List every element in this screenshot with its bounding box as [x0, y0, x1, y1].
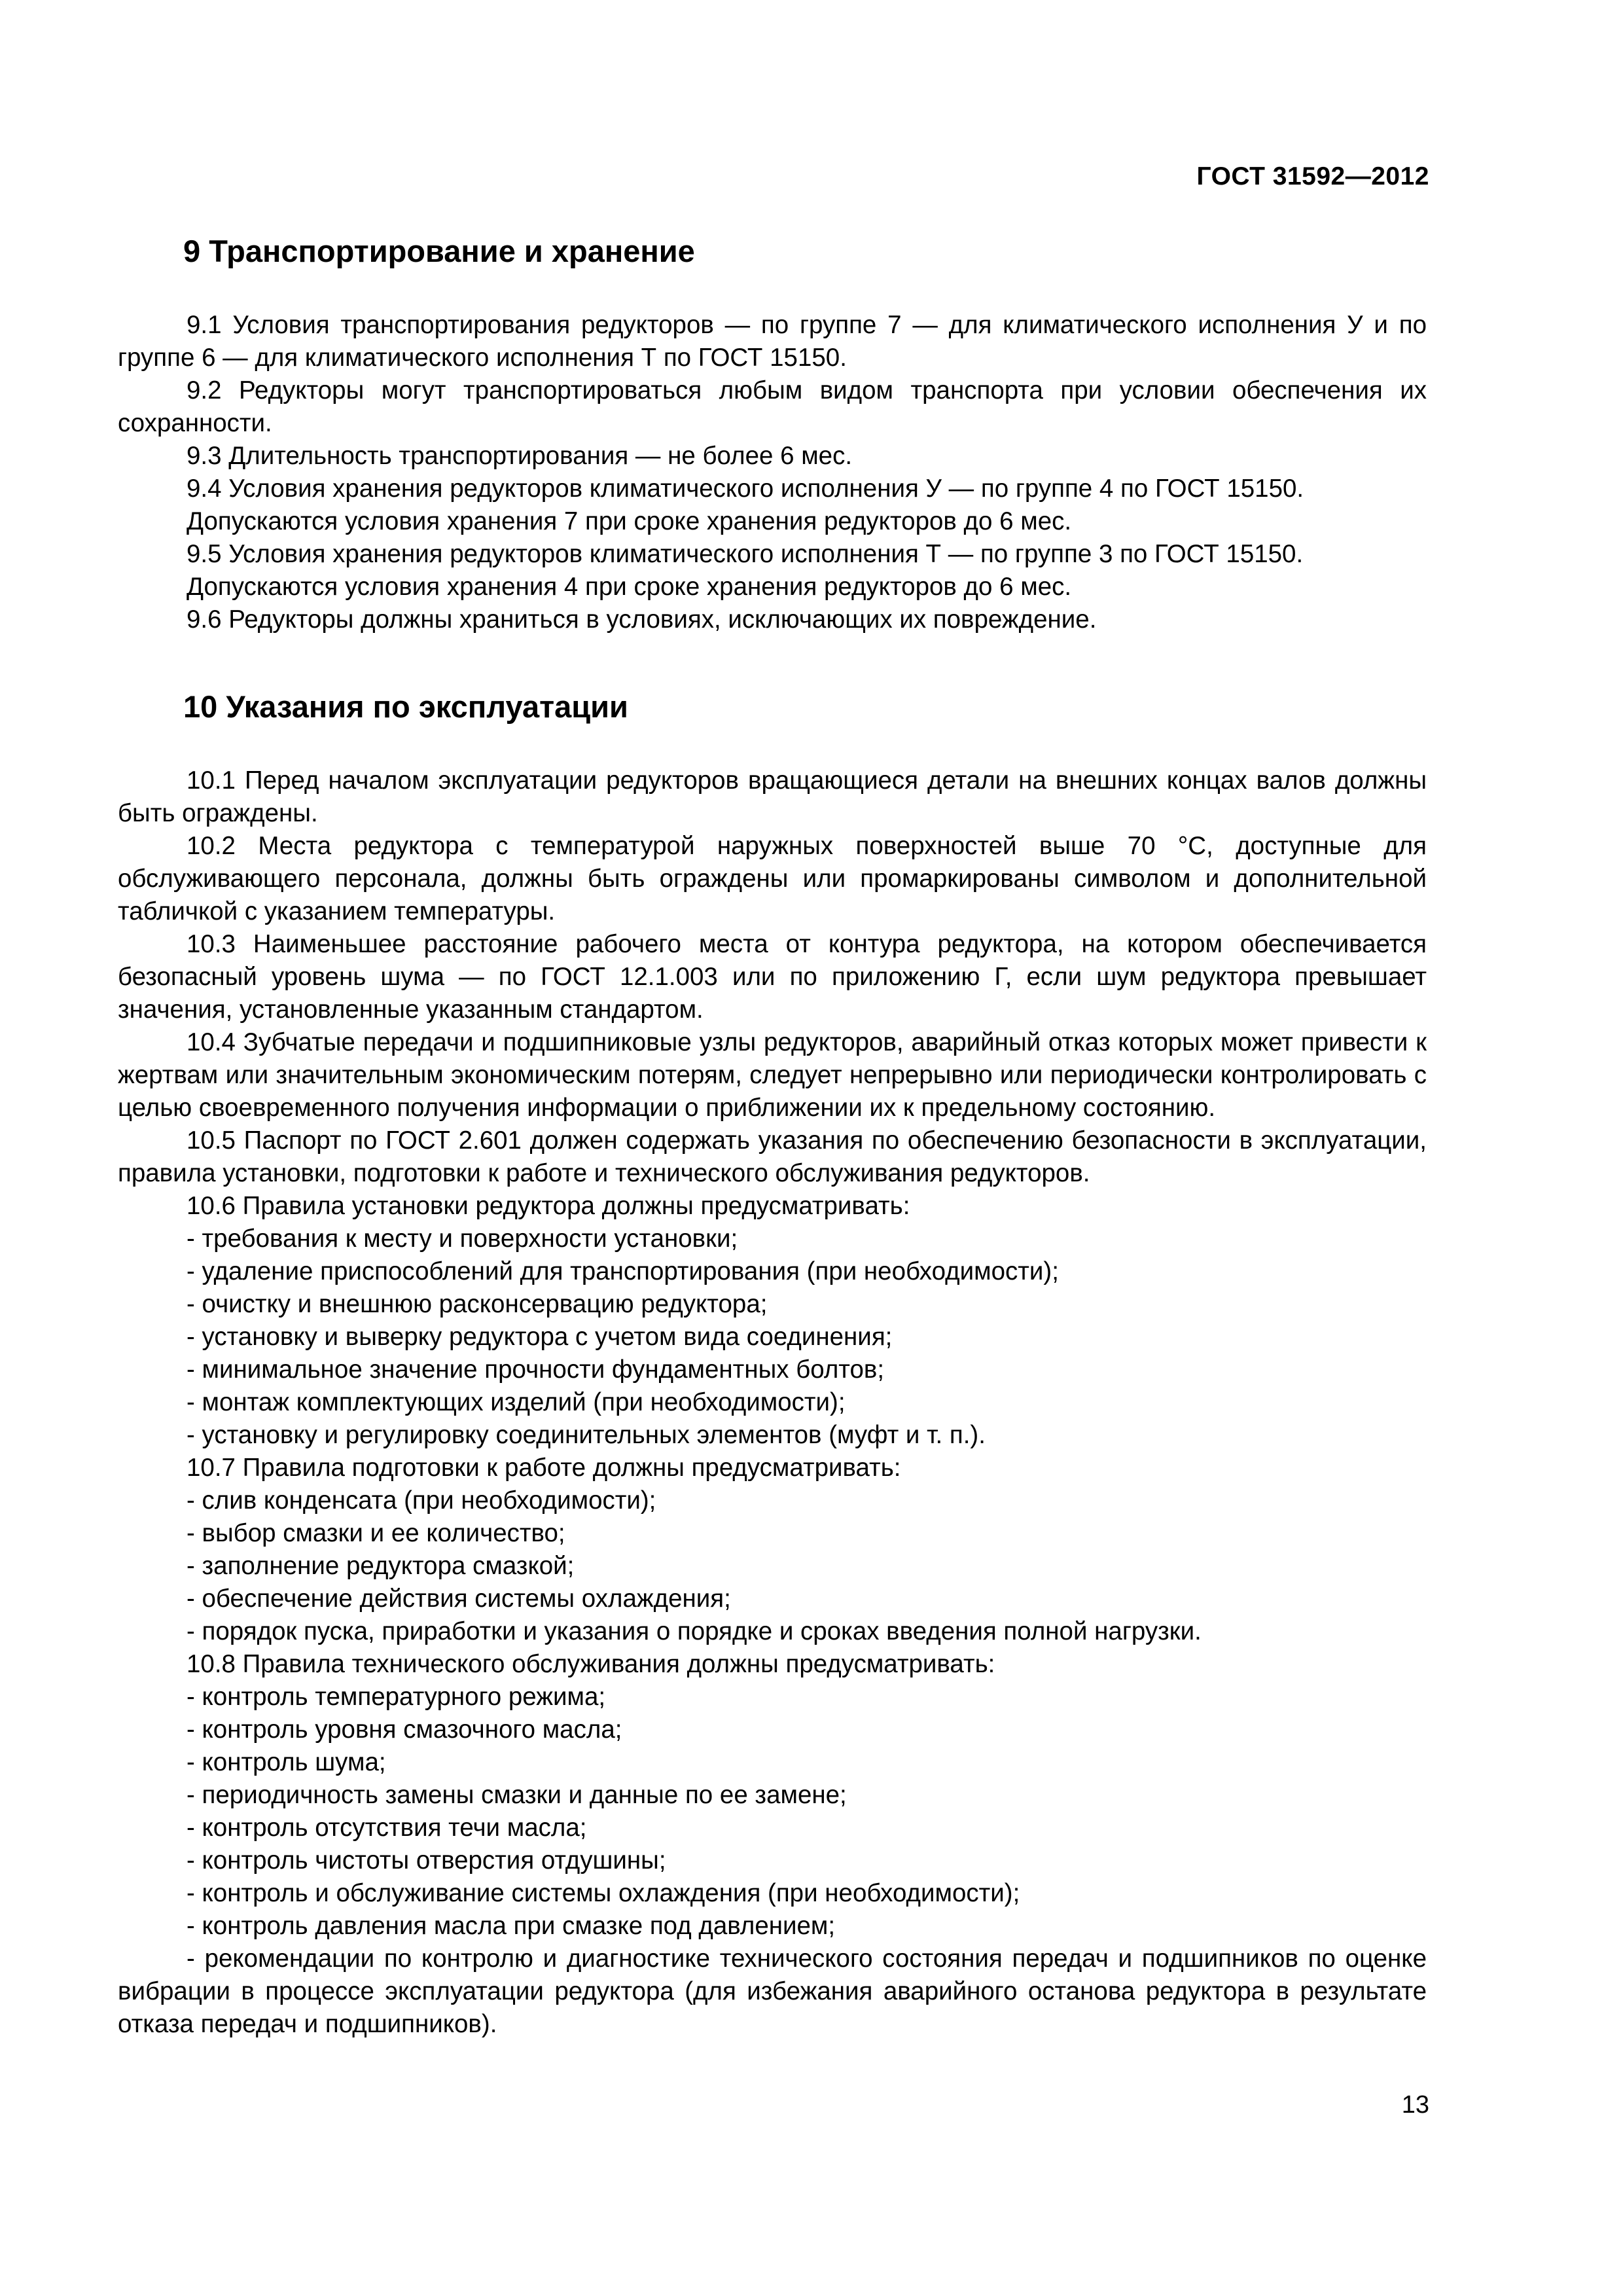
- list-item: - контроль температурного режима;: [187, 1683, 606, 1711]
- paragraph-9-5: 9.5 Условия хранения редукторов климатического исполнения Т — по группе 3 по ГОСТ 15150.: [187, 540, 1304, 568]
- paragraph-10-8: 10.8 Правила технического обслуживания должны предусматривать:: [187, 1650, 995, 1678]
- section-9-title: 9 Транспортирование и хранение: [183, 234, 695, 268]
- paragraph-10-4: 10.4 Зубчатые передачи и подшипниковые узлы редукторов, аварийный отказ которых может привести к жертвам или значительным экономическим потерям, следует непрерывно или периодически контролировать с целью своевременного получения информации о приближении их к предельному состоянию.: [118, 1028, 1427, 1122]
- list-item: - выбор смазки и ее количество;: [187, 1519, 565, 1547]
- paragraph-10-6: 10.6 Правила установки редуктора должны предусматривать:: [187, 1192, 910, 1220]
- list-item: - рекомендации по контролю и диагностике технического состояния передач и подшипников по оценке вибрации в процессе эксплуатации редуктора (для избежания аварийного останова редуктора в результате отказа передач и подшипников).: [118, 1945, 1427, 2038]
- list-item: - удаление приспособлений для транспортирования (при необходимости);: [187, 1257, 1059, 1285]
- page-content: [118, 233, 1427, 2041]
- document-id-header: ГОСТ 31592—2012: [1196, 162, 1429, 190]
- list-item: - контроль шума;: [187, 1748, 386, 1776]
- list-item: - минимальное значение прочности фундаментных болтов;: [187, 1355, 885, 1384]
- list-item: - порядок пуска, приработки и указания о порядке и сроках введения полной нагрузки.: [187, 1617, 1202, 1645]
- list-item: - контроль и обслуживание системы охлаждения (при необходимости);: [187, 1879, 1020, 1907]
- list-item: - заполнение редуктора смазкой;: [187, 1552, 575, 1580]
- page-number: 13: [1401, 2091, 1429, 2119]
- paragraph-10-2: 10.2 Места редуктора с температурой наружных поверхностей выше 70 °С, доступные для обслуживающего персонала, должны быть ограждены или промаркированы символом и дополнительной табличкой с указанием температуры.: [118, 832, 1427, 925]
- paragraph-9-4: 9.4 Условия хранения редукторов климатического исполнения У — по группе 4 по ГОСТ 15150.: [187, 475, 1304, 503]
- paragraph-9-3: 9.3 Длительность транспортирования — не более 6 мес.: [187, 442, 853, 470]
- list-item: - периодичность замены смазки и данные по ее замене;: [187, 1781, 847, 1809]
- paragraph-9-1: 9.1 Условия транспортирования редукторов — по группе 7 — для климатического исполнения У и по группе 6 — для климатического исполнения Т по ГОСТ 15150.: [118, 311, 1427, 372]
- list-item: - обеспечение действия системы охлаждения;: [187, 1585, 731, 1613]
- paragraph-9-5-continuation: Допускаются условия хранения 4 при сроке хранения редукторов до 6 мес.: [187, 573, 1072, 601]
- section-10-title: 10 Указания по эксплуатации: [183, 689, 628, 724]
- paragraph-10-1: 10.1 Перед началом эксплуатации редукторов вращающиеся детали на внешних концах валов должны быть ограждены.: [118, 766, 1427, 827]
- list-item: - контроль давления масла при смазке под давлением;: [187, 1912, 836, 1940]
- paragraph-10-7: 10.7 Правила подготовки к работе должны предусматривать:: [187, 1454, 901, 1482]
- list-item: - очистку и внешнюю расконсервацию редуктора;: [187, 1290, 768, 1318]
- paragraph-10-5: 10.5 Паспорт по ГОСТ 2.601 должен содержать указания по обеспечению безопасности в эксплуатации, правила установки, подготовки к работе и технического обслуживания редукторов.: [118, 1126, 1427, 1187]
- list-item: - требования к месту и поверхности установки;: [187, 1225, 738, 1253]
- list-item: - слив конденсата (при необходимости);: [187, 1486, 656, 1515]
- list-item: - установку и выверку редуктора с учетом вида соединения;: [187, 1323, 893, 1351]
- list-item: - контроль отсутствия течи масла;: [187, 1814, 587, 1842]
- list-item: - монтаж комплектующих изделий (при необходимости);: [187, 1388, 846, 1416]
- paragraph-10-3: 10.3 Наименьшее расстояние рабочего места от контура редуктора, на котором обеспечивается безопасный уровень шума — по ГОСТ 12.1.003 или по приложению Г, если шум редуктора превышает значения, установленные указанным стандартом.: [118, 930, 1427, 1024]
- list-item: - контроль уровня смазочного масла;: [187, 1715, 622, 1744]
- list-item: - установку и регулировку соединительных элементов (муфт и т. п.).: [187, 1421, 986, 1449]
- paragraph-9-2: 9.2 Редукторы могут транспортироваться любым видом транспорта при условии обеспечения их сохранности.: [118, 376, 1427, 437]
- paragraph-9-6: 9.6 Редукторы должны храниться в условиях, исключающих их повреждение.: [187, 605, 1097, 634]
- paragraph-9-4-continuation: Допускаются условия хранения 7 при сроке хранения редукторов до 6 мес.: [187, 507, 1072, 535]
- list-item: - контроль чистоты отверстия отдушины;: [187, 1846, 666, 1874]
